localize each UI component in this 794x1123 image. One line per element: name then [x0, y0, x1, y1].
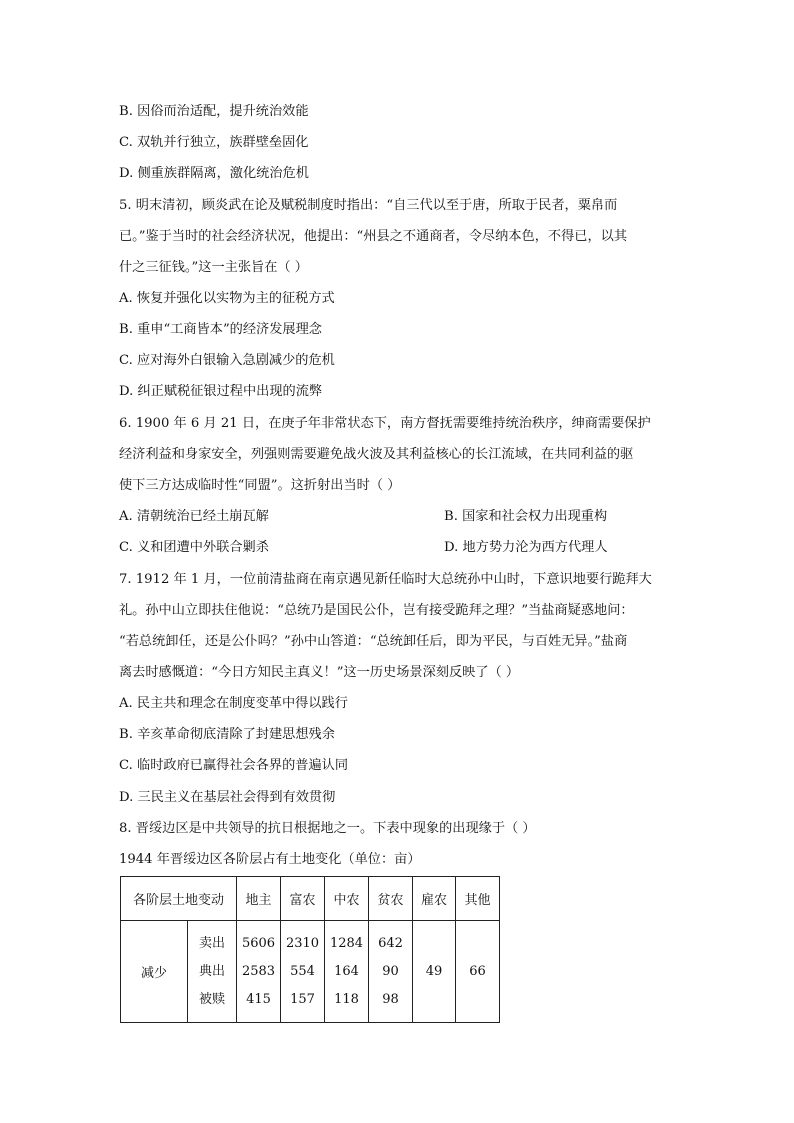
q7-stem-line-2: 礼。孙中山立即扶住他说：“总统乃是国民公仆，岂有接受跪拜之理？”当盐商疑惑地问：	[119, 603, 634, 618]
sub-label-sold: 卖出	[198, 935, 225, 951]
header-other: 其他	[456, 877, 500, 921]
q4-option-d: D. 侧重族群隔离，激化统治危机	[119, 166, 309, 181]
sub-label-mortgaged: 典出	[198, 963, 225, 979]
table-header-row	[121, 877, 500, 921]
table-cell: 415	[246, 991, 271, 1007]
q7-option-d: D. 三民主义在基层社会得到有效贯彻	[119, 790, 336, 805]
header-poor-peasant: 贫农	[369, 877, 413, 921]
landlord-values-cell	[237, 921, 281, 1023]
q6-option-c: C. 义和团遭中外联合剿杀	[119, 540, 269, 555]
sub-labels-cell	[188, 921, 237, 1023]
header-hired-peasant: 雇农	[413, 877, 456, 921]
table-cell: 2583	[241, 963, 276, 979]
q5-stem-line-1: 5. 明末清初，顾炎武在论及赋税制度时指出：“自三代以至于唐，所取于民者，粟帛而	[119, 198, 618, 213]
header-label: 各阶层土地变动	[121, 877, 237, 921]
poor-peasant-values-cell	[369, 921, 413, 1023]
q5-option-c: C. 应对海外白银输入急剧减少的危机	[119, 353, 335, 368]
table-cell: 5606	[241, 935, 276, 951]
q6-option-d: D. 地方势力沦为西方代理人	[444, 540, 608, 555]
table-cell: 2310	[285, 935, 320, 951]
q4-option-b: B. 因俗而治适配，提升统治效能	[119, 104, 309, 119]
q6-stem-line-3: 使下三方达成临时性“同盟”。这折射出当时（ ）	[119, 478, 401, 493]
middle-peasant-values-cell	[325, 921, 369, 1023]
header-rich-peasant: 富农	[281, 877, 325, 921]
q7-option-c: C. 临时政府已赢得社会各界的普遍认同	[119, 758, 349, 773]
table-cell: 90	[382, 963, 399, 979]
sub-label-redeemed: 被赎	[198, 991, 225, 1007]
q8-stem-line-1: 8. 晋绥边区是中共领导的抗日根据地之一。下表中现象的出现缘于（ ）	[119, 821, 536, 836]
q7-option-b: B. 辛亥革命彻底清除了封建思想残余	[119, 727, 335, 742]
table-cell: 554	[290, 963, 315, 979]
q6-stem-line-1: 6. 1900 年 6 月 21 日，在庚子年非常状态下，南方督抚需要维持统治秩序，绅商需要保护	[119, 416, 651, 431]
table-row-decrease	[121, 921, 500, 1023]
group-label: 减少	[121, 921, 188, 1023]
q5-option-a: A. 恢复并强化以实物为主的征税方式	[119, 291, 335, 306]
header-middle-peasant: 中农	[325, 877, 369, 921]
q4-option-c: C. 双轨并行独立，族群壁垒固化	[119, 135, 309, 150]
q6-option-a: A. 清朝统治已经土崩瓦解	[119, 509, 269, 524]
table-cell: 157	[290, 991, 315, 1007]
q7-stem-line-3: “若总统卸任，还是公仆吗？”孙中山答道：“总统卸任后，即为平民，与百姓无异。”盐商	[119, 634, 628, 649]
q7-stem-line-4: 离去时感慨道：“今日方知民主真义！”这一历史场景深刻反映了（ ）	[119, 665, 520, 680]
table-cell: 118	[334, 991, 359, 1007]
q5-stem-line-2: 已。”鉴于当时的社会经济状况，他提出：“州县之不通商者，令尽纳本色，不得已，以其	[119, 229, 628, 244]
rich-peasant-values-cell	[281, 921, 325, 1023]
table-title: 1944 年晋绥边区各阶层占有土地变化（单位：亩）	[119, 852, 421, 867]
other-value-cell: 66	[456, 921, 500, 1023]
table-cell: 642	[378, 935, 403, 951]
q7-option-a: A. 民主共和理念在制度变革中得以践行	[119, 696, 348, 711]
q7-stem-line-1: 7. 1912 年 1 月，一位前清盐商在南京遇见新任临时大总统孙中山时，下意识地要行跪拜大	[119, 572, 652, 587]
land-change-table	[120, 876, 500, 1023]
q6-option-b: B. 国家和社会权力出现重构	[444, 509, 608, 524]
table-cell: 164	[334, 963, 359, 979]
table-cell: 98	[382, 991, 399, 1007]
q5-stem-line-3: 什之三征钱。”这一主张旨在（ ）	[119, 260, 308, 275]
table-cell: 1284	[329, 935, 364, 951]
header-landlord: 地主	[237, 877, 281, 921]
q5-option-b: B. 重申“工商皆本”的经济发展理念	[119, 322, 322, 337]
hired-peasant-value-cell: 49	[413, 921, 456, 1023]
q5-option-d: D. 纠正赋税征银过程中出现的流弊	[119, 384, 323, 399]
q6-stem-line-2: 经济利益和身家安全，列强则需要避免战火波及其利益核心的长江流域，在共同利益的驱	[119, 447, 634, 462]
